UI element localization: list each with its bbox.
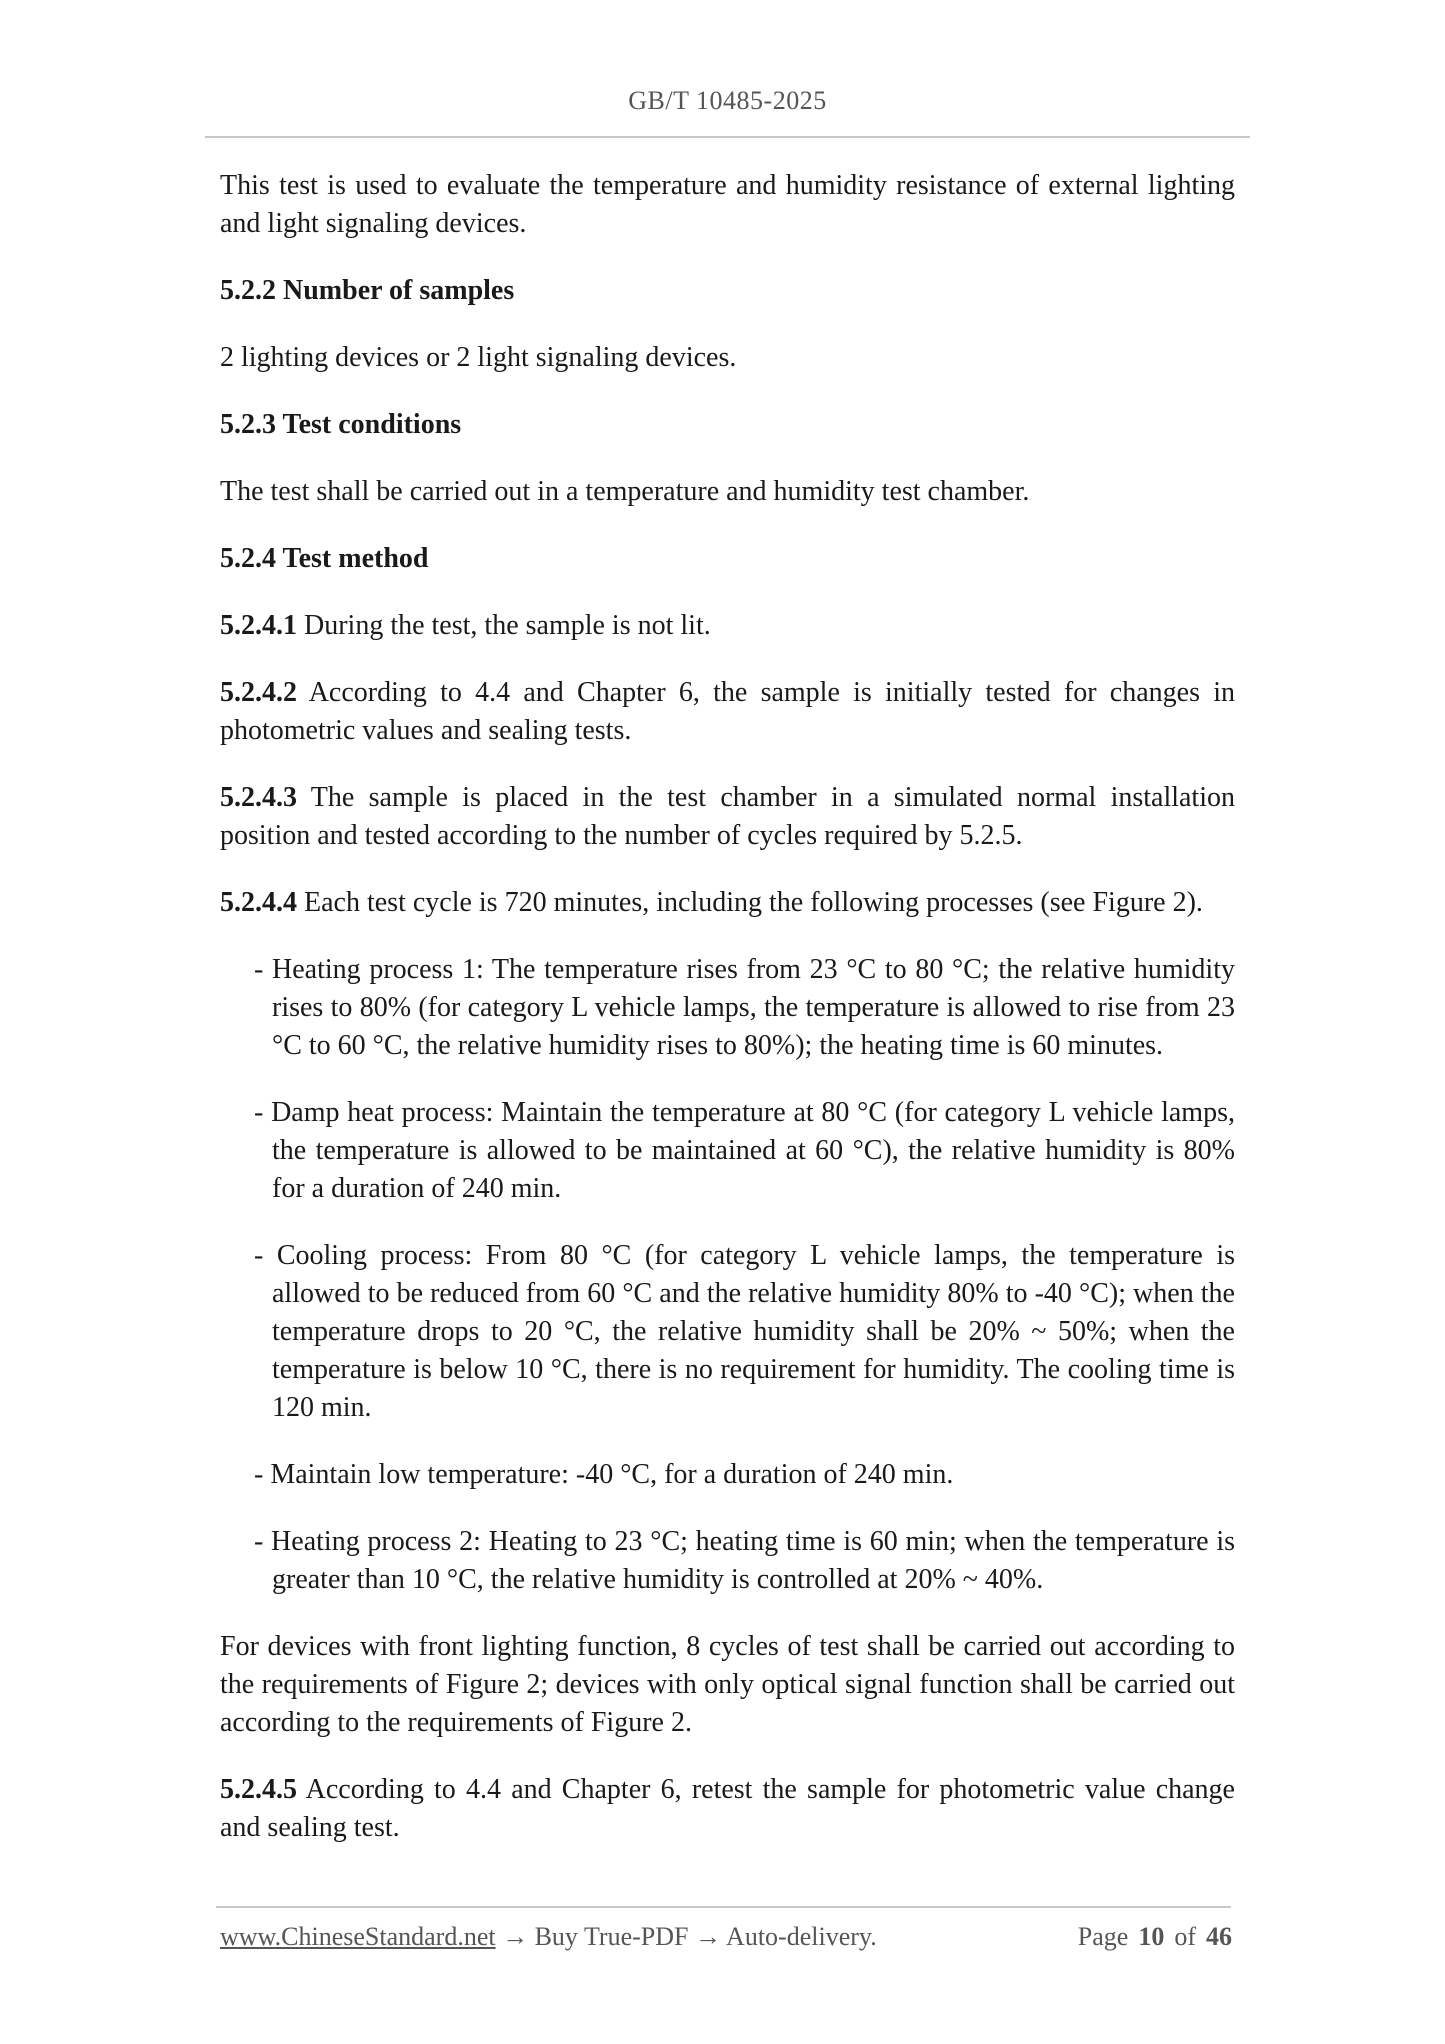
clause-5-2-4-4 <box>220 884 1235 922</box>
page-header-doc-code: GB/T 10485-2025 <box>628 86 827 115</box>
of-label: of <box>1174 1922 1196 1951</box>
section-heading-5-2-2: 5.2.2 Number of samples <box>220 275 515 306</box>
clause-5-2-4-3 <box>220 779 1235 855</box>
page-label: Page <box>1077 1922 1129 1951</box>
page-indicator <box>1078 1922 1232 1952</box>
cycles-paragraph: For devices with front lighting function, 8 cycles of test shall be carried out according to the requirements of Figure 2; devices with only optical signal function shall be carried out according to the requirements of Figure 2. <box>220 1631 1235 1738</box>
process-item: - Heating process 1: The temperature rises from 23 °C to 80 °C; the relative humidity rises to 80% (for category L vehicle lamps, the temperature is allowed to rise from 23 °C to 60 °C, the relative humidity rises to 80%); the heating time is 60 minutes. <box>254 954 1235 1061</box>
page-total: 46 <box>1206 1922 1232 1951</box>
clause-text: According to 4.4 and Chapter 6, retest the sample for photometric value change and sealing test. <box>220 1774 1235 1843</box>
footer-promo-text: → Buy True-PDF → Auto-delivery. <box>502 1922 877 1951</box>
footer-promo <box>220 1922 877 1952</box>
clause-number: 5.2.4.1 <box>220 610 297 641</box>
page-footer <box>220 1922 1232 1952</box>
clause-number: 5.2.4.4 <box>220 887 297 918</box>
page-current: 10 <box>1138 1922 1165 1951</box>
section-heading-5-2-4: 5.2.4 Test method <box>220 543 429 574</box>
clause-5-2-4-2 <box>220 674 1235 750</box>
clause-number: 5.2.4.2 <box>220 677 297 708</box>
process-item: - Maintain low temperature: -40 °C, for a duration of 240 min. <box>254 1459 954 1490</box>
document-body <box>220 167 1235 1876</box>
clause-text: According to 4.4 and Chapter 6, the sample is initially tested for changes in photometric values and sealing tests. <box>220 677 1235 746</box>
section-text-5-2-3: The test shall be carried out in a temperature and humidity test chamber. <box>220 476 1030 507</box>
footer-divider <box>216 1906 1231 1908</box>
header-divider <box>205 136 1250 138</box>
section-text-5-2-2: 2 lighting devices or 2 light signaling devices. <box>220 342 737 373</box>
clause-number: 5.2.4.5 <box>220 1774 297 1805</box>
clause-5-2-4-5 <box>220 1771 1235 1847</box>
website-link[interactable]: www.ChineseStandard.net <box>220 1922 496 1951</box>
process-item: - Cooling process: From 80 °C (for category L vehicle lamps, the temperature is allowed to be reduced from 60 °C and the relative humidity 80% to -40 °C); when the temperature drops to 20 °C, the relative humidity shall be 20% ~ 50%; when the temperature is below 10 °C, there is no requirement for humidity. The cooling time is 120 min. <box>254 1240 1235 1423</box>
process-item: - Damp heat process: Maintain the temperature at 80 °C (for category L vehicle lamps, the temperature is allowed to be maintained at 60 °C), the relative humidity is 80% for a duration of 240 min. <box>254 1097 1235 1204</box>
section-heading-5-2-3: 5.2.3 Test conditions <box>220 409 462 440</box>
clause-text: The sample is placed in the test chamber in a simulated normal installation position and tested according to the number of cycles required by 5.2.5. <box>220 782 1235 851</box>
clause-text: Each test cycle is 720 minutes, including the following processes (see Figure 2). <box>304 887 1203 918</box>
clause-text: During the test, the sample is not lit. <box>304 610 711 641</box>
intro-paragraph: This test is used to evaluate the temperature and humidity resistance of external lighting and light signaling devices. <box>220 170 1235 239</box>
process-item: - Heating process 2: Heating to 23 °C; heating time is 60 min; when the temperature is greater than 10 °C, the relative humidity is controlled at 20% ~ 40%. <box>254 1526 1235 1595</box>
clause-number: 5.2.4.3 <box>220 782 297 813</box>
clause-5-2-4-1 <box>220 607 1235 645</box>
